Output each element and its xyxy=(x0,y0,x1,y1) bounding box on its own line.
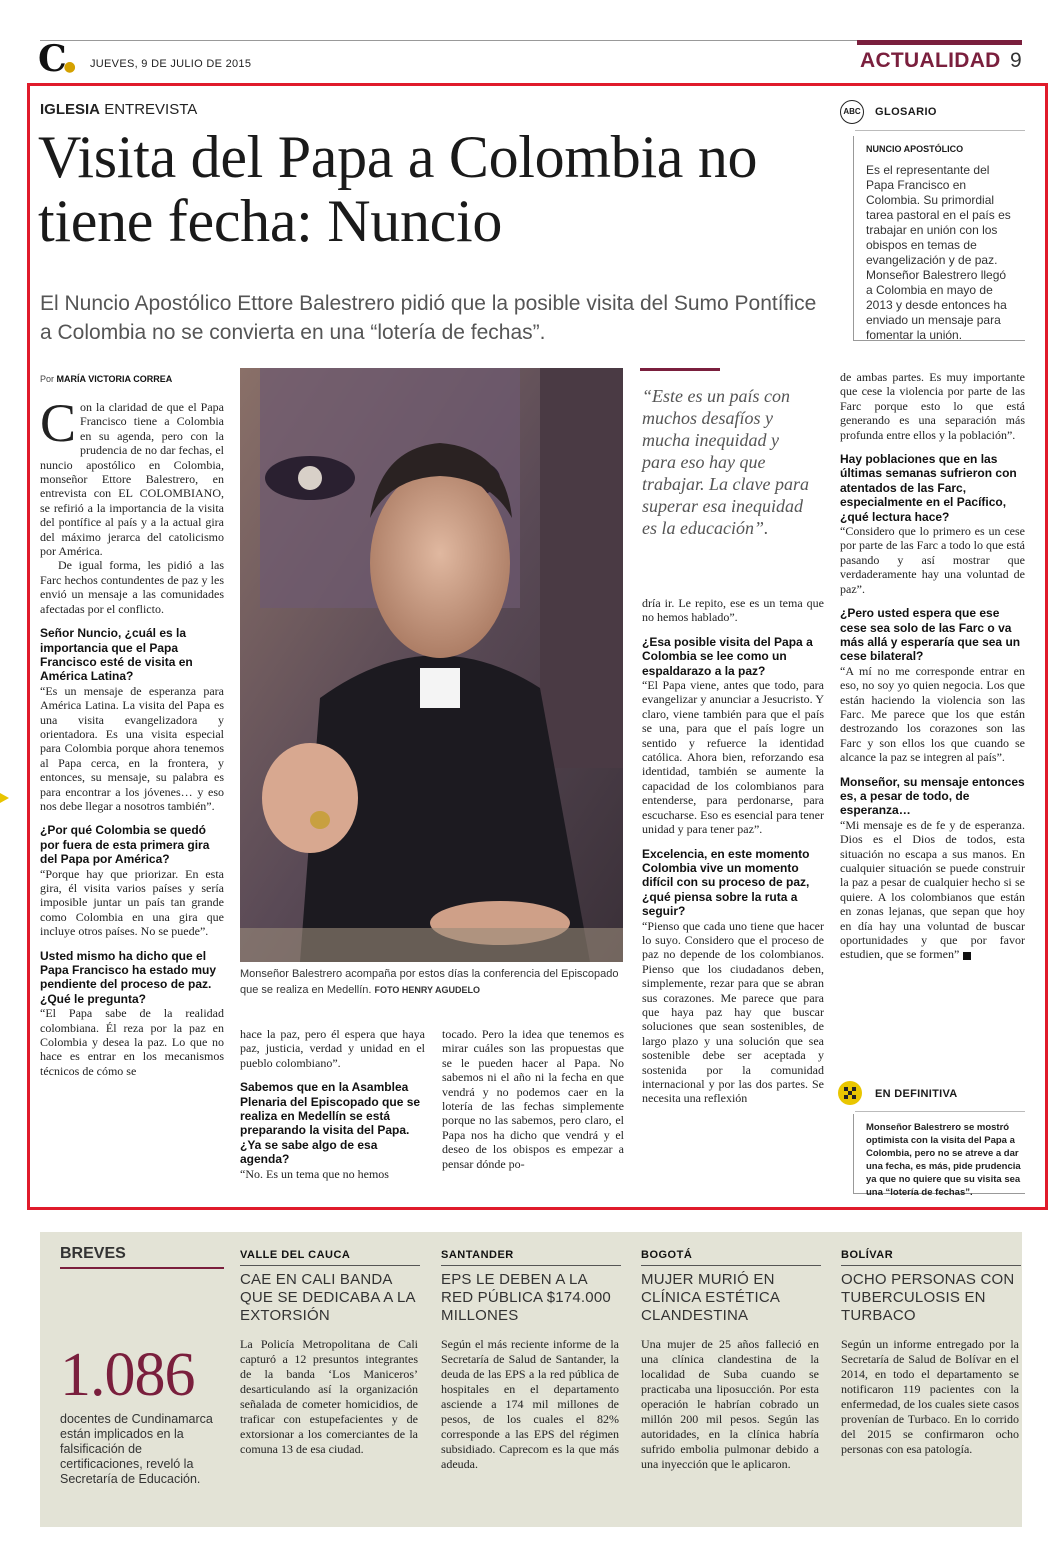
article-kicker: IGLESIA ENTREVISTA xyxy=(40,101,198,118)
summary-dots-icon xyxy=(838,1081,862,1105)
body-paragraph: dría ir. Le repito, ese es un tema que no hemos hablado”. xyxy=(642,596,824,625)
portrait-illustration xyxy=(240,368,623,962)
glossary-title: GLOSARIO xyxy=(875,106,937,118)
interview-question: Hay poblaciones que en las últimas semanas sufrieron con atentados de las Farc, especialmente en el Pacífico, ¿qué lectura hace? xyxy=(840,452,1017,524)
brief-region: BOLÍVAR xyxy=(841,1249,894,1261)
interview-answer: “El Papa viene, antes que todo, para evangelizar y anunciar a Jesucristo. Y claro, viene también para que el país se una, para que el país logre un sentido y refuerce la identidad católica. Ahora bien, reforzando esa identidad, también se aumente la capacidad de los colombianos para entenderse, para perdonarse, para escucharse. Eso es esencial para tener unidad y para tener paz”. xyxy=(642,678,824,837)
newspaper-logo: C● xyxy=(38,38,76,80)
interview-answer: “A mí no me corresponde entrar en eso, no soy yo quien negocia. Los que están haciendo la violencia son las Farc. Me parece que los que están destrozando los corazones son las Farc y son ellos los que cuando se alcance la paz se integren al país”. xyxy=(840,663,1025,765)
interview-answer: “Considero que lo primero es un cese por parte de las Farc a todo lo que está pasando y así mostrar que verdaderamente hay una voluntad de paz”. xyxy=(840,524,1025,596)
brief-divider xyxy=(641,1265,821,1266)
article-column-3 xyxy=(442,1027,624,1171)
interview-question: Excelencia, en este momento Colombia vive un momento difícil con su proceso de paz, ¿qué piensa sobre la ruta a seguir? xyxy=(642,846,810,919)
lead-paragraph: Con la claridad de que el Papa Francisco tiene a Colombia en su agenda, pero con la prudencia de no dar fechas, el nuncio apostólico en Colombia, monseñor Ettore Balestrero, en entrevista con EL COLOMBIANO, se refirió a la importancia de la visita del pontífice al país y a la actual gira del máximo jerarca del catolicismo por América. xyxy=(40,393,224,559)
end-of-article-mark xyxy=(963,952,971,960)
page-number: 9 xyxy=(1010,49,1022,72)
nuncio-portrait-photo xyxy=(240,368,623,962)
abc-glossary-icon: ABC xyxy=(840,100,864,124)
briefs-featured-figure: 1.086 xyxy=(60,1341,195,1409)
summary-divider xyxy=(855,1111,1025,1112)
body-paragraph: de ambas partes. Es muy importante que cese la violencia por parte de las Farc porque esto lo que está generando es una separación más profunda entre ellos y la población”. xyxy=(840,370,1025,442)
brief-divider xyxy=(841,1265,1021,1266)
photo-caption: Monseñor Balestrero acompaña por estos días la conferencia del Episcopado que se realiza en Medellín. FOTO HENRY AGUDELO xyxy=(240,968,619,996)
briefs-title-rule xyxy=(60,1267,224,1269)
article-headline: Visita del Papa a Colombia no tiene fecha: Nuncio xyxy=(38,124,758,254)
brief-body: Una mujer de 25 años falleció en una clínica clandestina de la localidad de Suba cuando se practicaba una liposucción. Por esta operación le habrían cobrado un millón 200 mil pesos. Según las autoridades, en la clínica habría sufrido embolia pulmonar debido a una inyección que le aplicaron. xyxy=(641,1337,819,1471)
issue-date: JUEVES, 9 DE JULIO DE 2015 xyxy=(90,58,252,70)
brief-divider xyxy=(240,1265,420,1266)
article-column-1 xyxy=(40,393,224,1078)
brief-divider xyxy=(441,1265,621,1266)
article-column-4 xyxy=(642,596,824,1106)
glossary-term: NUNCIO APOSTÓLICO xyxy=(866,144,964,154)
summary-text: Monseñor Balestrero se mostró optimista con la visita del Papa a Colombia, pero no se atreve a dar una fecha, es más, pide prudencia ya que no quiere que su visita sea una “lotería de fechas”. xyxy=(866,1122,1021,1198)
interview-question: Monseñor, su mensaje entonces es, a pesar de todo, de esperanza… xyxy=(840,774,1025,818)
pull-quote-rule xyxy=(640,368,720,371)
brief-headline: OCHO PERSONAS CON TUBERCULOSIS EN TURBACO xyxy=(841,1271,1015,1324)
brief-region: SANTANDER xyxy=(441,1249,514,1261)
section-name: ACTUALIDAD xyxy=(860,49,1001,72)
body-paragraph: tocado. Pero la idea que tenemos es mirar cuáles son las propuestas que se le pueden hacer al Papa. No sabemos ni el año ni la fecha en que vendrá y no podemos caer en la lotería de las fechas simplemente porque no las sabemos, pero claro, el Papa nos ha dicho que vendrá y el deseo de los obispos es empezar a pensar dónde po- xyxy=(442,1027,624,1171)
article-deck: El Nuncio Apostólico Ettore Balestrero pidió que la posible visita del Sumo Pontífice a Colombia no se convierta en una “lotería de fechas”. xyxy=(40,292,817,344)
interview-question: ¿Por qué Colombia se quedó por fuera de esta primera gira del Papa por América? xyxy=(40,823,210,867)
brief-body: Según un informe entregado por la Secretaría de Salud de Bolívar en el 2014, en todo el departamento se notificaron 119 pacientes con la enfermedad, de los cuales siete casos provenían de Turbaco. En lo corrido del 2015 se confirmaron ocho personas con esa patología. xyxy=(841,1337,1019,1456)
interview-answer: “El Papa sabe de la realidad colombiana. Él reza por la paz en Colombia y desea la paz. Lo que no hace es entrar en los mecanismos técnicos de cómo se xyxy=(40,1006,224,1078)
interview-answer: “Mi mensaje es de fe y de esperanza. Dios es el Dios de todos, esta situación no escapa a sus manos. En cualquier situación se puede construir la paz a pesar de cualquier hecho si se quiere. A los colombianos que están en zonas lejanas, que sepan que hoy en día hay una voluntad de buscar oportunidades y que por favor estudien, que se formen” xyxy=(840,817,1025,962)
summary-title: EN DEFINITIVA xyxy=(875,1088,958,1100)
article-column-2 xyxy=(240,1027,425,1181)
margin-arrow-icon xyxy=(0,793,9,803)
brief-body: La Policía Metropolitana de Cali capturó a 12 presuntos integrantes de la banda ‘Los Maniceros’ desarticulando así la organización señalada de cometer homicidios, de traficar con estupefacientes y de extorsionar a los comerciantes de la comuna 13 de esa ciudad. xyxy=(240,1337,418,1456)
briefs-title: BREVES xyxy=(60,1245,126,1262)
interview-answer: “Es un mensaje de esperanza para América Latina. La visita del Papa es una visita evangelizadora y orientadora. Es una visita especial para Colombia porque ahora tenemos al Papa cerca, en la frontera, y entonces, su mensaje, su palabra es para encontrar a los jóvenes… y eso nos debe llegar a nosotros también”. xyxy=(40,683,224,813)
brief-headline: MUJER MURIÓ EN CLÍNICA ESTÉTICA CLANDESTINA xyxy=(641,1271,780,1324)
brief-body: Según el más reciente informe de la Secretaría de Salud de Santander, la deuda de las EPS a la red pública de hospitales en el departamento asciende a 174 mil millones de pesos, de los cuales el 82% corresponde a las EPS del régimen subsidiado. Caprecom es la que más adeuda. xyxy=(441,1337,619,1471)
section-color-bar xyxy=(857,40,1022,45)
brief-region: VALLE DEL CAUCA xyxy=(240,1249,351,1261)
drop-cap: C xyxy=(40,393,77,453)
body-paragraph: hace la paz, pero él espera que haya paz, justicia, verdad y unidad en el pueblo colombiano”. xyxy=(240,1027,425,1070)
interview-question: ¿Esa posible visita del Papa a Colombia se lee como un espaldarazo a la paz? xyxy=(642,634,813,678)
article-column-5 xyxy=(840,370,1025,962)
brief-headline: EPS LE DEBEN A LA RED PÚBLICA $174.000 MILLONES xyxy=(441,1271,611,1324)
briefs-figure-text: docentes de Cundinamarca están implicados en la falsificación de certificaciones, reveló la Secretaría de Educación. xyxy=(60,1412,213,1486)
byline: Por MARÍA VICTORIA CORREA xyxy=(40,374,173,384)
interview-question: ¿Pero usted espera que ese cese sea solo de las Farc o va más allá y esperaría que sea un cese bilateral? xyxy=(840,606,1021,664)
glossary-divider xyxy=(855,130,1025,131)
brief-headline: CAE EN CALI BANDA QUE SE DEDICABA A LA EXTORSIÓN xyxy=(240,1271,415,1324)
glossary-definition: Es el representante del Papa Francisco en Colombia. Su primordial tarea pastoral en el país es trabajar en unión con los obispos en temas de evangelización y de paz. Monseñor Balestrero llegó a Colombia en mayo de 2013 y desde entonces ha enviado un mensaje para fomentar la unión. xyxy=(866,163,1011,342)
body-paragraph: De igual forma, les pidió a las Farc hechos contundentes de paz y les envió un mensaje a las comunidades afectadas por el conflicto. xyxy=(40,558,224,616)
pull-quote: “Este es un país con muchos desafíos y mucha inequidad y para eso hay que trabajar. La clave para superar esa inequidad es la educación”. xyxy=(642,386,810,538)
interview-question: Señor Nuncio, ¿cuál es la importancia que el Papa Francisco esté de visita en América Latina? xyxy=(40,626,193,684)
interview-question: Usted mismo ha dicho que el Papa Francisco ha estado muy pendiente del proceso de paz. ¿Qué le pregunta? xyxy=(40,948,217,1006)
brief-region: BOGOTÁ xyxy=(641,1249,693,1261)
interview-answer: “No. Es un tema que no hemos xyxy=(240,1166,389,1181)
interview-answer: “Porque hay que priorizar. En esta gira, él visita varios países y sería imposible juntar un país tan grande como Colombia en una gira que incluye otros países. No se puede”. xyxy=(40,866,224,939)
interview-answer: “Pienso que cada uno tiene que hacer lo suyo. Considero que el proceso de paz no depende de los colombianos. Pienso que los ciudadanos deben, simplemente, rezar para que se abran sus corazones. Me parece que para que haya paz hay que buscar soluciones que sean sostenibles, de largo plazo y una solución que sea sostenible debe ser aceptada y sostenida por la comunidad internacional y por las dos partes. Se necesita una reflexión xyxy=(642,918,824,1106)
interview-question: Sabemos que en la Asamblea Plenaria del Episcopado que se realiza en Medellín se está preparando la visita del Papa. ¿Ya se sabe algo de esa agenda? xyxy=(240,1080,421,1167)
